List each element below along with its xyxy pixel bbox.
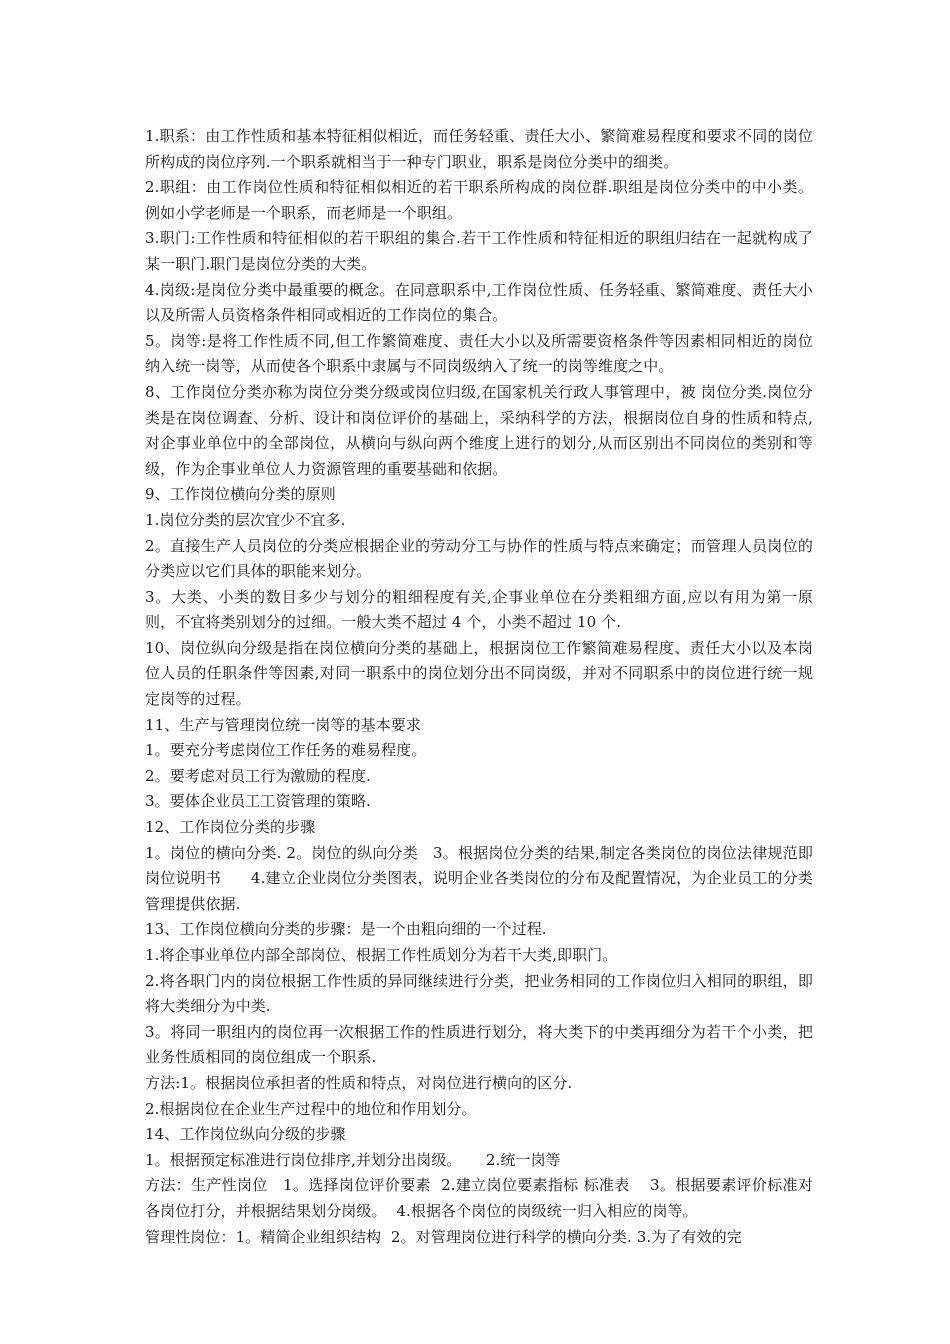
document-body: [145, 124, 813, 1250]
list-item-9-2: 2。直接生产人员岗位的分类应根据企业的劳动分工与协作的性质与特点来确定；而管理人员岗位的分类应以它们具体的职能来划分。: [145, 536, 813, 581]
heading-section-14: 14、工作岗位纵向分级的步骤: [145, 1125, 346, 1144]
paragraph-section-10: 10、岗位纵向分级是指在岗位横向分类的基础上，根据岗位工作繁简难易程度、责任大小以及本岗位人员的任职条件等因素,对同一职系中的岗位划分出不同岗级，并对不同职系中的岗位进行统一规定岗等的过程。: [145, 638, 813, 709]
method-13-1: 方法:1。根据岗位承担者的性质和特点，对岗位进行横向的区分.: [145, 1073, 573, 1092]
list-item-13-2: 2.将各职门内的岗位根据工作性质的异同继续进行分类，把业务相同的工作岗位归入相同的职组，即将大类细分为中类.: [145, 971, 813, 1016]
heading-section-11: 11、生产与管理岗位统一岗等的基本要求: [145, 715, 421, 734]
list-item-14-steps: 1。根据预定标准进行岗位排序,并划分出岗级。 2.统一岗等: [145, 1150, 561, 1169]
list-item-11-3: 3。要体企业员工工资管理的策略.: [145, 792, 371, 811]
paragraph-gangji: 4.岗级:是岗位分类中最重要的概念。在同意职系中,工作岗位性质、任务轻重、繁简难度、责任大小以及所需人员资格条件相同或相近的工作岗位的集合。: [145, 280, 813, 325]
list-item-11-1: 1。要充分考虑岗位工作任务的难易程度。: [145, 741, 427, 760]
list-item-11-2: 2。要考虑对员工行为激励的程度.: [145, 766, 371, 785]
method-13-2: 2.根据岗位在企业生产过程中的地位和作用划分。: [145, 1099, 477, 1118]
list-item-9-1: 1.岗位分类的层次宜少不宜多.: [145, 510, 346, 529]
heading-section-12: 12、工作岗位分类的步骤: [145, 818, 316, 837]
heading-section-9: 9、工作岗位横向分类的原则: [145, 485, 336, 504]
list-item-13-3: 3。将同一职组内的岗位再一次根据工作的性质进行划分，将大类下的中类再细分为若干个小类，把业务性质相同的岗位组成一个职系.: [145, 1022, 813, 1067]
heading-section-13: 13、工作岗位横向分类的步骤：是一个由粗向细的一个过程.: [145, 920, 547, 939]
list-item-12-steps: 1。岗位的横向分类. 2。岗位的纵向分类 3。根据岗位分类的结果,制定各类岗位的岗位法律规范即岗位说明书 4.建立企业岗位分类图表，说明企业各类岗位的分布及配置情况，为企业员工的分类管理提供依据.: [145, 843, 813, 913]
paragraph-gangdeng: 5。岗等:是将工作性质不同,但工作繁简难度、责任大小以及所需要资格条件等因素相同相近的岗位纳入统一岗等，从而使各个职系中隶属与不同岗级纳入了统一的岗等维度之中。: [145, 331, 813, 376]
list-item-13-1: 1.将企事业单位内部全部岗位、根据工作性质划分为若干大类,即职门。: [145, 946, 618, 964]
paragraph-section-8: 8、工作岗位分类亦称为岗位分类分级或岗位归级,在国家机关行政人事管理中，被 岗位分类.岗位分类是在岗位调查、分析、设计和岗位评价的基础上，采纳科学的方法，根据岗位自身的性质和特点,对企事业单位中的全部岗位，从横向与纵向两个维度上进行的划分,从而区别出不同岗位的类别和等级，作为企事业单位人力资源管理的重要基础和依据。: [145, 382, 813, 478]
method-14-management: 管理性岗位：1。精简企业组织结构 2。对管理岗位进行科学的横向分类. 3.为了有效的完: [145, 1227, 742, 1246]
method-14-production: 方法：生产性岗位 1。选择岗位评价要素 2.建立岗位要素指标 标准表 3。根据要素评价标准对各岗位打分，并根据结果划分岗级。 4.根据各个岗位的岗级统一归入相应的岗等。: [145, 1176, 813, 1220]
paragraph-zhimen: 3.职门:工作性质和特征相似的若干职组的集合.若干工作性质和特征相近的职组归结在一起就构成了某一职门.职门是岗位分类的大类。: [145, 229, 813, 273]
list-item-9-3: 3。大类、小类的数目多少与划分的粗细程度有关,企事业单位在分类粗细方面,应以有用为第一原则，不宜将类别划分的过细。一般大类不超过 4 个，小类不超过 10 个.: [145, 587, 813, 632]
paragraph-zhizu: 2.职组：由工作岗位性质和特征相似相近的若干职系所构成的岗位群.职组是岗位分类中的中小类。例如小学老师是一个职系，而老师是一个职组。: [145, 178, 813, 222]
paragraph-zhixi: 1.职系：由工作性质和基本特征相似相近，而任务轻重、责任大小、繁简难易程度和要求不同的岗位所构成的岗位序列.一个职系就相当于一种专门职业，职系是岗位分类中的细类。: [145, 127, 813, 171]
